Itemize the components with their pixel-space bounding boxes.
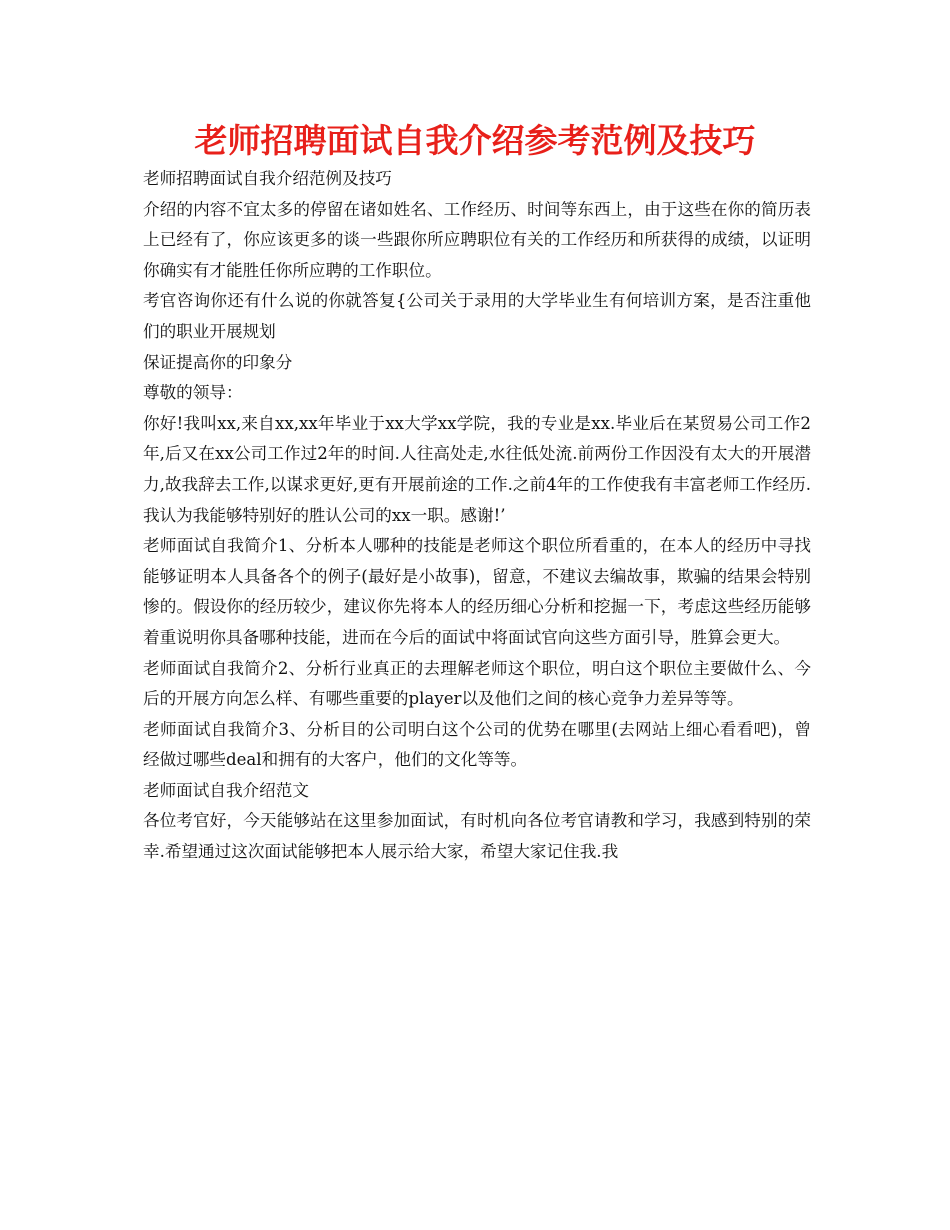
document-title: 老师招聘面试自我介绍参考范例及技巧 — [194, 121, 756, 160]
intro-paragraph: 介绍的内容不宜太多的停留在诸如姓名、工作经历、时间等东西上，由于这些在你的简历表上已经有了，你应该更多的谈一些跟你所应聘职位有关的工作经历和所获得的成绩，以证明你确实有才能胜任你所应聘的工作职位。 — [143, 199, 811, 280]
tip-1-paragraph: 老师面试自我简介1、分析本人哪种的技能是老师这个职位所看重的，在本人的经历中寻找能够证明本人具备各个的例子(最好是小故事)，留意，不建议去编故事，欺骗的结果会特别惨的。假设你的经历较少，建议你先将本人的经历细心分析和挖掘一下，考虑这些经历能够着重说明你具备哪种技能，进而在今后的面试中将面试官向这些方面引导，胜算会更大。 — [143, 536, 811, 647]
tip-3-paragraph: 老师面试自我简介3、分析目的公司明白这个公司的优势在哪里(去网站上细心看看吧)，曾经做过哪些deal和拥有的大客户，他们的文化等等。 — [143, 719, 811, 770]
sample-text-paragraph: 各位考官好，今天能够站在这里参加面试，有时机向各位考官请教和学习，我感到特别的荣幸.希望通过这次面试能够把本人展示给大家，希望大家记住我.我 — [143, 811, 811, 862]
document-body — [143, 164, 811, 868]
sample-heading-paragraph: 老师面试自我介绍范文 — [143, 780, 309, 800]
question-paragraph: 考官咨询你还有什么说的你就答复{公司关于录用的大学毕业生有何培训方案，是否注重他们的职业开展规划 — [143, 291, 811, 341]
subtitle-paragraph: 老师招聘面试自我介绍范例及技巧 — [143, 169, 392, 188]
self-intro-paragraph: 你好!我叫xx,来自xx,xx年毕业于xx大学xx学院，我的专业是xx.毕业后在某贸易公司工作2年,后又在xx公司工作过2年的时间.人往高处走,水往低处流.前两份工作因没有太大的开展潜力,故我辞去工作,以谋求更好,更有开展前途的工作.之前4年的工作使我有丰富老师工作经历.我认为我能够特别好的胜认公司的xx一职。感谢!’ — [143, 413, 811, 525]
tip-2-paragraph: 老师面试自我简介2、分析行业真正的去理解老师这个职位，明白这个职位主要做什么、今后的开展方向怎么样、有哪些重要的player以及他们之间的核心竞争力差异等等。 — [143, 658, 811, 709]
impression-paragraph: 保证提高你的印象分 — [143, 352, 293, 372]
salutation-paragraph: 尊敬的领导： — [143, 383, 243, 403]
